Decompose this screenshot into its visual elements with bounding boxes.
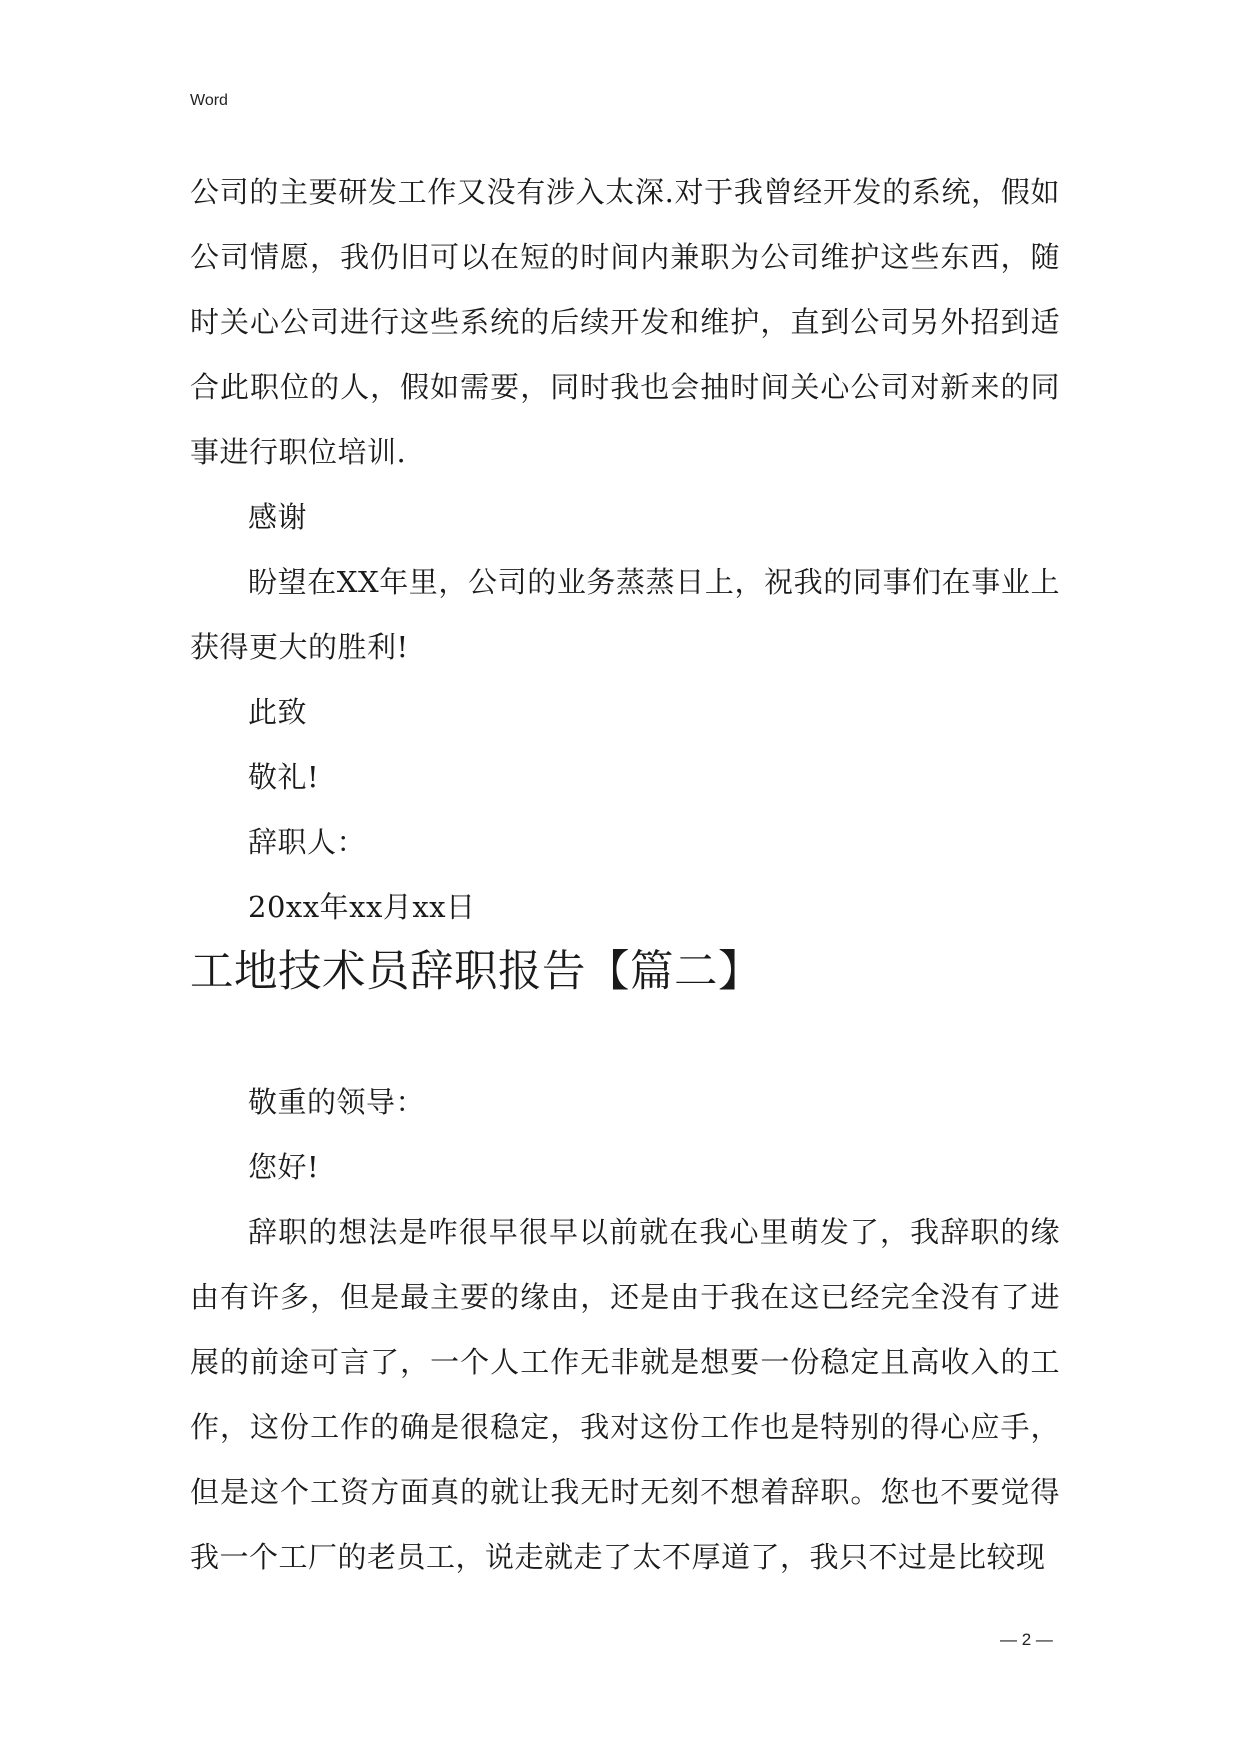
document-body bbox=[190, 160, 1060, 1590]
wish-paragraph: 盼望在XX年里，公司的业务蒸蒸日上，祝我的同事们在事业上获得更大的胜利! bbox=[190, 565, 1060, 664]
thanks-line: 感谢 bbox=[248, 500, 308, 534]
page-number: — 2 — bbox=[1000, 1630, 1053, 1649]
blank-line bbox=[190, 1005, 1060, 1070]
closing-line-1: 此致 bbox=[248, 695, 308, 729]
paragraph-continued: 公司的主要研发工作又没有涉入太深.对于我曾经开发的系统，假如公司情愿，我仍旧可以在短的时间内兼职为公司维护这些东西，随时关心公司进行这些系统的后续开发和维护，直到公司另外招到适合此职位的人，假如需要，同时我也会抽时间关心公司对新来的同事进行职位培训. bbox=[190, 175, 1060, 469]
date-line: 20xx年xx月xx日 bbox=[248, 890, 476, 924]
signer-line: 辞职人： bbox=[248, 825, 367, 859]
section-title: 工地技术员辞职报告【篇二】 bbox=[190, 947, 762, 997]
body-paragraph: 辞职的想法是咋很早很早以前就在我心里萌发了，我辞职的缘由有许多，但是最主要的缘由，还是由于我在这已经完全没有了进展的前途可言了，一个人工作无非就是想要一份稳定且高收入的工作，这份工作的确是很稳定，我对这份工作也是特别的得心应手，但是这个工资方面真的就让我无时无刻不想着辞职。您也不要觉得我一个工厂的老员工，说走就走了太不厚道了，我只不过是比较现 bbox=[190, 1215, 1060, 1574]
closing-line-2: 敬礼! bbox=[248, 760, 320, 794]
greeting-line: 您好! bbox=[248, 1150, 320, 1184]
header-label: Word bbox=[190, 92, 228, 109]
salutation-line: 敬重的领导： bbox=[248, 1085, 426, 1119]
